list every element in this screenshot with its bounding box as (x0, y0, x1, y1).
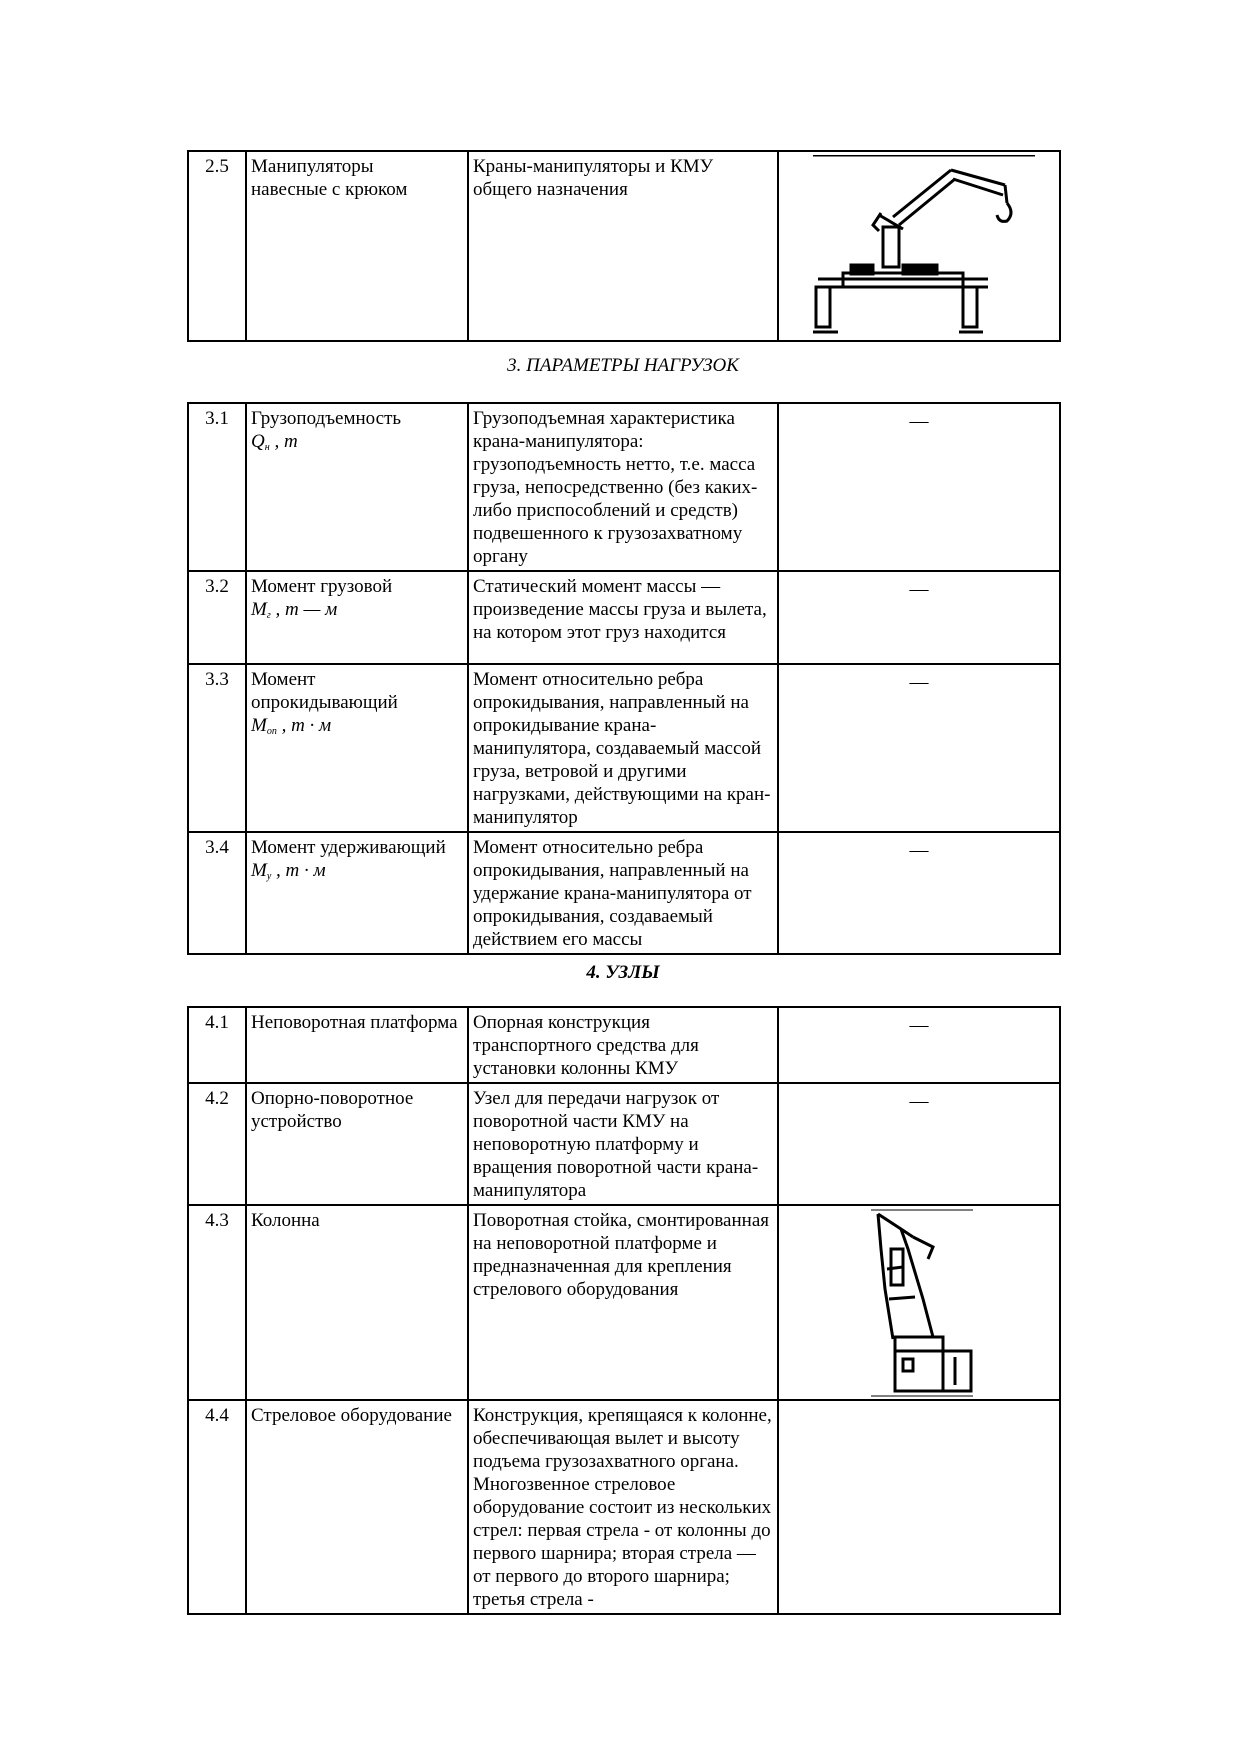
symbol-subscript: оп (266, 726, 277, 737)
empty-dash: — (909, 1015, 929, 1036)
illustration-cell (778, 571, 1060, 664)
table-row (188, 571, 1060, 664)
row-number: 4.3 (188, 1205, 246, 1400)
term-text: Момент удерживающий (251, 837, 446, 858)
definition-cell: Узел для передачи нагрузок от поворотной части КМУ на неповоротную платформу и вращения поворотной части крана-манипулятора (468, 1083, 778, 1205)
terms-table-section2 (187, 150, 1061, 342)
terms-table-section3 (187, 402, 1061, 955)
term-cell (246, 832, 468, 954)
symbol-letter: M (251, 715, 267, 736)
table-row (188, 1400, 1060, 1614)
symbol-letter: M (251, 599, 267, 620)
empty-dash: — (909, 672, 929, 693)
definition-cell: Грузоподъемная характеристика крана-манипулятора: грузоподъемность нетто, т.е. масса груза, непосредственно (без каких-либо приспособлений и средств) подвешенного к грузозахватному органу (468, 403, 778, 571)
table-row (188, 1205, 1060, 1400)
empty-dash: — (909, 579, 929, 600)
empty-dash: — (909, 411, 929, 432)
empty-dash: — (909, 840, 929, 861)
term-text: Грузоподъемность (251, 408, 402, 429)
definition-cell: Поворотная стойка, смонтированная на неповоротной платформе и предназначенная для крепления стрелового оборудования (468, 1205, 778, 1400)
term-cell (246, 664, 468, 832)
definition-cell: Опорная конструкция транспортного средства для установки колонны КМУ (468, 1007, 778, 1083)
term-symbol (251, 430, 463, 459)
definition-cell: Момент относительно ребра опрокидывания, направленный на удержание крана-манипулятора от опрокидывания, создаваемый действием его массы (468, 832, 778, 954)
section-4-title: 4. УЗЛЫ (586, 962, 660, 983)
term-cell: Стреловое оборудование (246, 1400, 468, 1614)
term-text: Момент грузовой (251, 576, 393, 597)
illustration-cell (778, 664, 1060, 832)
terms-table-section4 (187, 1006, 1061, 1615)
symbol-subscript: г (266, 610, 271, 621)
illustration-cell (778, 403, 1060, 571)
term-symbol (251, 598, 463, 627)
term-cell: Опорно-поворотное устройство (246, 1083, 468, 1205)
term-text: Момент опрокидывающий (251, 669, 398, 713)
row-number: 3.3 (188, 664, 246, 832)
definition-cell: Статический момент массы — произведение массы груза и вылета, на котором этот груз находится (468, 571, 778, 664)
symbol-subscript: у (266, 871, 272, 882)
empty-dash: — (909, 1091, 929, 1112)
symbol-letter: M (251, 860, 267, 881)
illustration-cell (778, 832, 1060, 954)
illustration-cell (778, 1205, 1060, 1400)
illustration-cell (778, 1083, 1060, 1205)
term-cell: Неповоротная платформа (246, 1007, 468, 1083)
table-row (188, 1007, 1060, 1083)
row-number: 4.1 (188, 1007, 246, 1083)
illustration-cell (778, 151, 1060, 341)
symbol-unit: , т · м (271, 860, 326, 881)
row-number: 3.2 (188, 571, 246, 664)
term-line: Манипуляторы (251, 156, 374, 177)
symbol-unit: , т — м (270, 599, 338, 620)
table-row (188, 403, 1060, 571)
term-symbol (251, 859, 463, 888)
crane-manipulator-illustration (783, 155, 1065, 338)
crane-column-illustration (783, 1209, 1065, 1397)
row-number: 4.4 (188, 1400, 246, 1614)
row-number: 4.2 (188, 1083, 246, 1205)
table-row (188, 832, 1060, 954)
term-cell: Колонна (246, 1205, 468, 1400)
term-line: навесные с крюком (251, 179, 408, 200)
symbol-letter: Q (251, 431, 265, 452)
table-row (188, 1083, 1060, 1205)
symbol-unit: , т (269, 431, 298, 452)
table-row (188, 664, 1060, 832)
definition-cell: Конструкция, крепящаяся к колонне, обеспечивающая вылет и высоту подъема грузозахватного органа. Многозвенное стреловое оборудование состоит из нескольких стрел: первая стрела - от колонны до первого шарнира; вторая стрела — от первого до второго шарнира; третья стрела - (468, 1400, 778, 1614)
symbol-subscript: н (264, 442, 270, 453)
definition-cell: Момент относительно ребра опрокидывания, направленный на опрокидывание крана-манипулятора, создаваемый массой груза, ветровой и другими нагрузками, действующими на кран-манипулятор (468, 664, 778, 832)
term-cell (246, 403, 468, 571)
symbol-unit: , т · м (276, 715, 332, 736)
term-symbol (251, 714, 463, 743)
section-3-title: 3. ПАРАМЕТРЫ НАГРУЗОК (507, 355, 739, 376)
row-number: 2.5 (188, 151, 246, 341)
definition-cell: Краны-манипуляторы и КМУ общего назначения (468, 151, 778, 341)
term-cell (246, 151, 468, 341)
row-number: 3.4 (188, 832, 246, 954)
table-row (188, 151, 1060, 341)
term-cell (246, 571, 468, 664)
row-number: 3.1 (188, 403, 246, 571)
illustration-cell (778, 1007, 1060, 1083)
illustration-cell (778, 1400, 1060, 1614)
empty-dash (783, 1404, 1055, 1407)
